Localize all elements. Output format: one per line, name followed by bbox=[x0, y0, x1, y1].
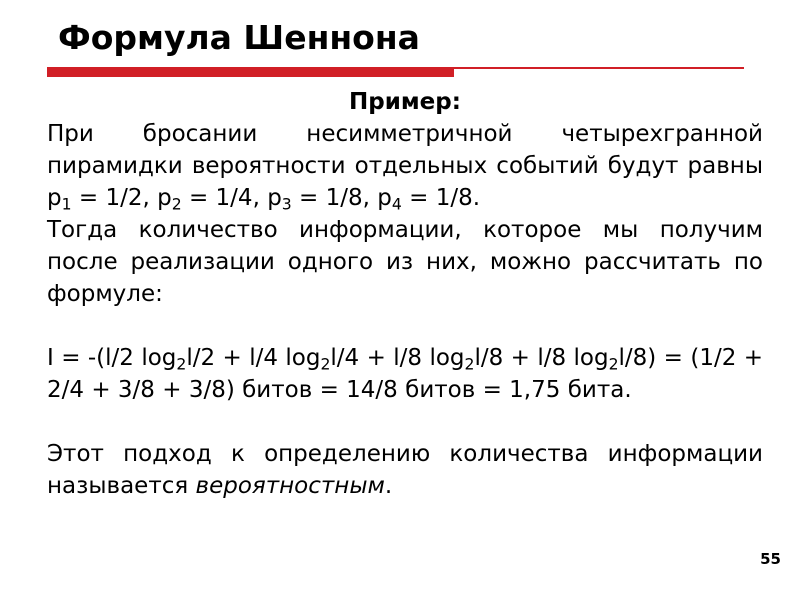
slide-title: Формула Шеннона bbox=[58, 18, 420, 57]
formula-text: l/8 + l/8 log bbox=[474, 345, 609, 371]
example-heading: Пример: bbox=[349, 89, 461, 115]
subscript: 2 bbox=[320, 354, 331, 374]
subscript: 4 bbox=[391, 194, 402, 214]
probabilities-text: = 1/2, p bbox=[71, 185, 172, 211]
slide-body bbox=[47, 86, 763, 502]
spacer bbox=[47, 406, 763, 438]
title-underline-thick bbox=[47, 67, 454, 77]
subscript: 3 bbox=[281, 194, 292, 214]
probabilities-text: При бросании несимметричной четырехгранной пирамидки вероятности отдельных событий будут равны p bbox=[47, 121, 763, 211]
subscript: 2 bbox=[464, 354, 475, 374]
formula-text: l/4 + l/8 log bbox=[330, 345, 465, 371]
title-underline-thin bbox=[454, 67, 744, 69]
conclusion-end: . bbox=[384, 473, 393, 499]
formula-text: l/2 + l/4 log bbox=[186, 345, 321, 371]
subscript: 1 bbox=[61, 194, 72, 214]
probabilities-text: = 1/8. bbox=[401, 185, 481, 211]
probabilities-text: = 1/4, p bbox=[181, 185, 282, 211]
subscript: 2 bbox=[171, 194, 182, 214]
conclusion-text: Этот подход к определению количества информации называется bbox=[47, 441, 763, 499]
page-number: 55 bbox=[760, 550, 781, 568]
formula-text: l/8) = (1/2 + 2/4 + 3/8 + 3/8) битов = 14/8 битов = 1,75 бита. bbox=[47, 345, 764, 403]
emphasis-term: вероятностным bbox=[195, 473, 385, 499]
conclusion-paragraph bbox=[47, 438, 763, 502]
shannon-formula bbox=[47, 342, 763, 406]
subscript: 2 bbox=[608, 354, 619, 374]
formula-text: I = -(l/2 log bbox=[47, 345, 177, 371]
probabilities-text: = 1/8, p bbox=[291, 185, 392, 211]
probabilities-paragraph bbox=[47, 118, 763, 214]
information-paragraph: Тогда количество информации, которое мы получим после реализации одного из них, можно рассчитать по формуле: bbox=[47, 217, 763, 307]
spacer bbox=[47, 310, 763, 342]
subscript: 2 bbox=[176, 354, 187, 374]
